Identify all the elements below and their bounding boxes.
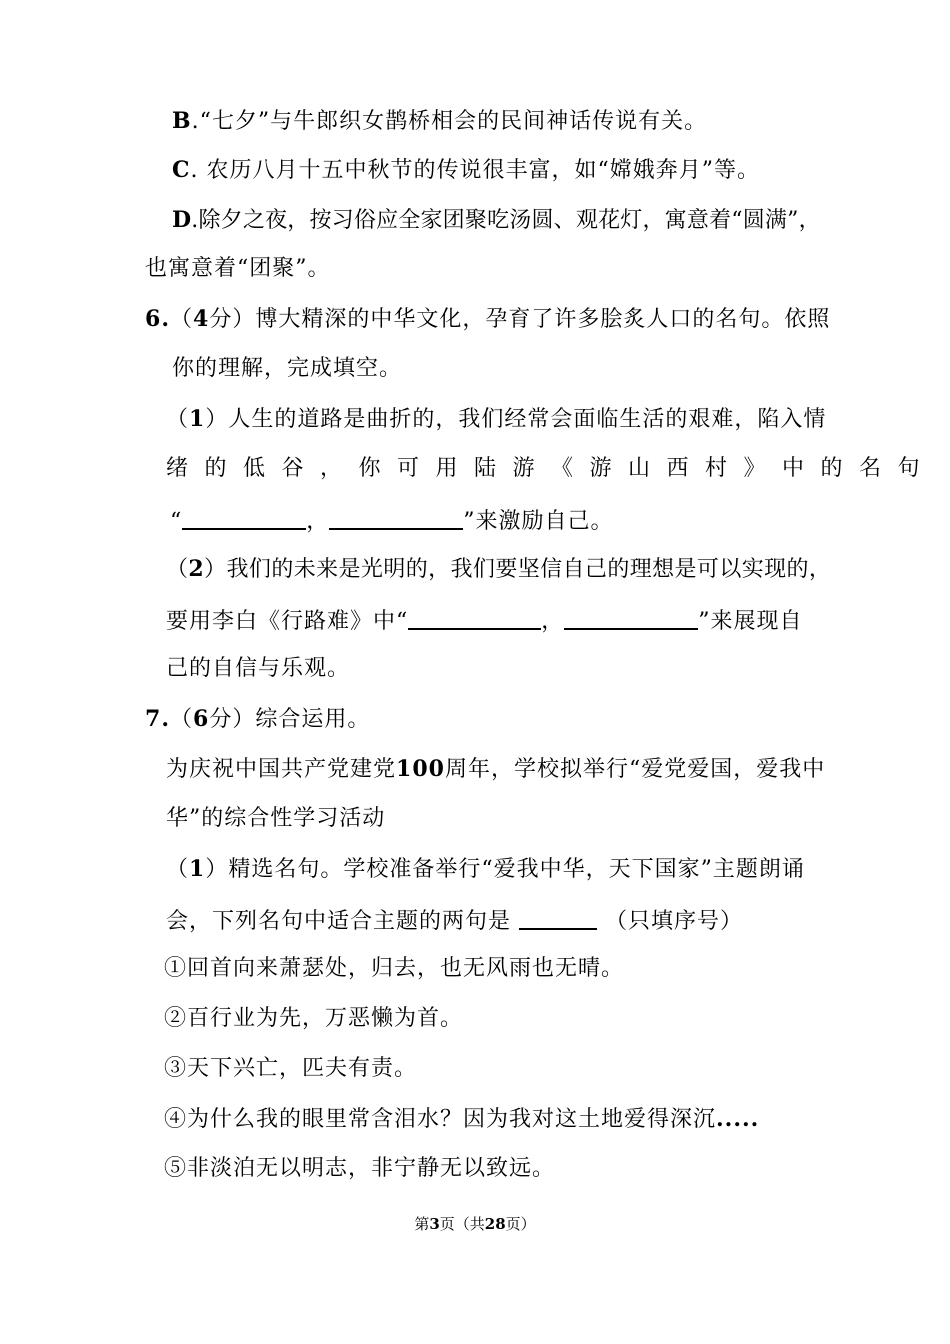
option-d: D.除夕之夜，按习俗应全家团聚吃汤圆、观花灯，寓意着“圆满”， <box>172 207 821 233</box>
answer-blank-6-2b[interactable] <box>564 604 698 630</box>
option-c: C. 农历八月十五中秋节的传说很丰富，如“嫦娥奔月”等。 <box>172 157 761 183</box>
question-6-sub2-line1: （2）我们的未来是光明的，我们要坚信自己的理想是可以实现的， <box>166 556 832 582</box>
question-7-sub1-line1: （1）精选名句。学校准备举行“爱我中华，天下国家”主题朗诵 <box>166 856 805 882</box>
question-6-sub1-line2: 绪的低谷，你可用陆游《游山西村》中的名句 <box>166 456 937 481</box>
answer-blank-7-1[interactable] <box>519 904 597 930</box>
question-6-number: 6 <box>145 306 162 332</box>
question-6-sub2-line3: 己的自信与乐观。 <box>166 656 351 681</box>
question-6-sub2-line2: 要用李白《行路难》中“ ， ”来展现自 <box>166 604 803 637</box>
list-item: ②百行业为先，万恶懒为首。 <box>164 1006 464 1031</box>
question-6-score: 4 <box>193 306 210 332</box>
option-b: B.“七夕”与牛郎织女鹊桥相会的民间神话传说有关。 <box>172 108 708 134</box>
page-footer: 第3页（共28页） <box>414 1215 536 1233</box>
list-item: ④为什么我的眼里常含泪水？因为我对这土地爱得深沉..... <box>164 1106 760 1132</box>
option-d-continued: 也寓意着“团聚”。 <box>145 256 331 281</box>
question-6-stem: 6.（4分）博大精深的中华文化，孕育了许多脍炙人口的名句。依照 <box>145 306 831 332</box>
option-b-text: “七夕”与牛郎织女鹊桥相会的民间神话传说有关。 <box>199 109 708 134</box>
question-7-intro-line2: 华”的综合性学习活动 <box>166 806 386 831</box>
list-item: ①回首向来萧瑟处，归去，也无风雨也无晴。 <box>164 956 625 981</box>
question-7-intro: 为庆祝中国共产党建党100周年，学校拟举行“爱党爱国，爱我中 <box>166 756 826 782</box>
answer-blank-6-1b[interactable] <box>329 504 463 530</box>
option-d-letter: D <box>172 207 192 233</box>
question-7-score: 6 <box>193 706 210 732</box>
page-total: 28 <box>484 1215 506 1233</box>
question-6-sub1-line3: “ ， ”来激励自己。 <box>170 504 614 537</box>
option-c-text: 农历八月十五中秋节的传说很丰富，如“嫦娥奔月”等。 <box>206 158 761 183</box>
list-item: ⑤非淡泊无以明志，非宁静无以致远。 <box>164 1156 556 1181</box>
question-7-number: 7 <box>145 706 162 732</box>
question-6-stem-line2: 你的理解，完成填空。 <box>172 356 403 381</box>
answer-blank-6-2a[interactable] <box>408 604 541 630</box>
list-item: ③天下兴亡，匹夫有责。 <box>164 1056 418 1081</box>
option-d-text: 除夕之夜，按习俗应全家团聚吃汤圆、观花灯，寓意着“圆满”， <box>198 208 821 233</box>
question-6-sub1-line1: （1）人生的道路是曲折的，我们经常会面临生活的艰难，陷入情 <box>166 406 827 432</box>
question-7-stem: 7.（6分）综合运用。 <box>145 706 371 732</box>
question-7-sub1-line2: 会，下列名句中适合主题的两句是 （只填序号） <box>166 904 743 937</box>
answer-blank-6-1a[interactable] <box>182 504 306 530</box>
page-number: 3 <box>429 1215 440 1233</box>
option-c-letter: C <box>172 157 191 183</box>
option-b-letter: B <box>172 108 192 134</box>
